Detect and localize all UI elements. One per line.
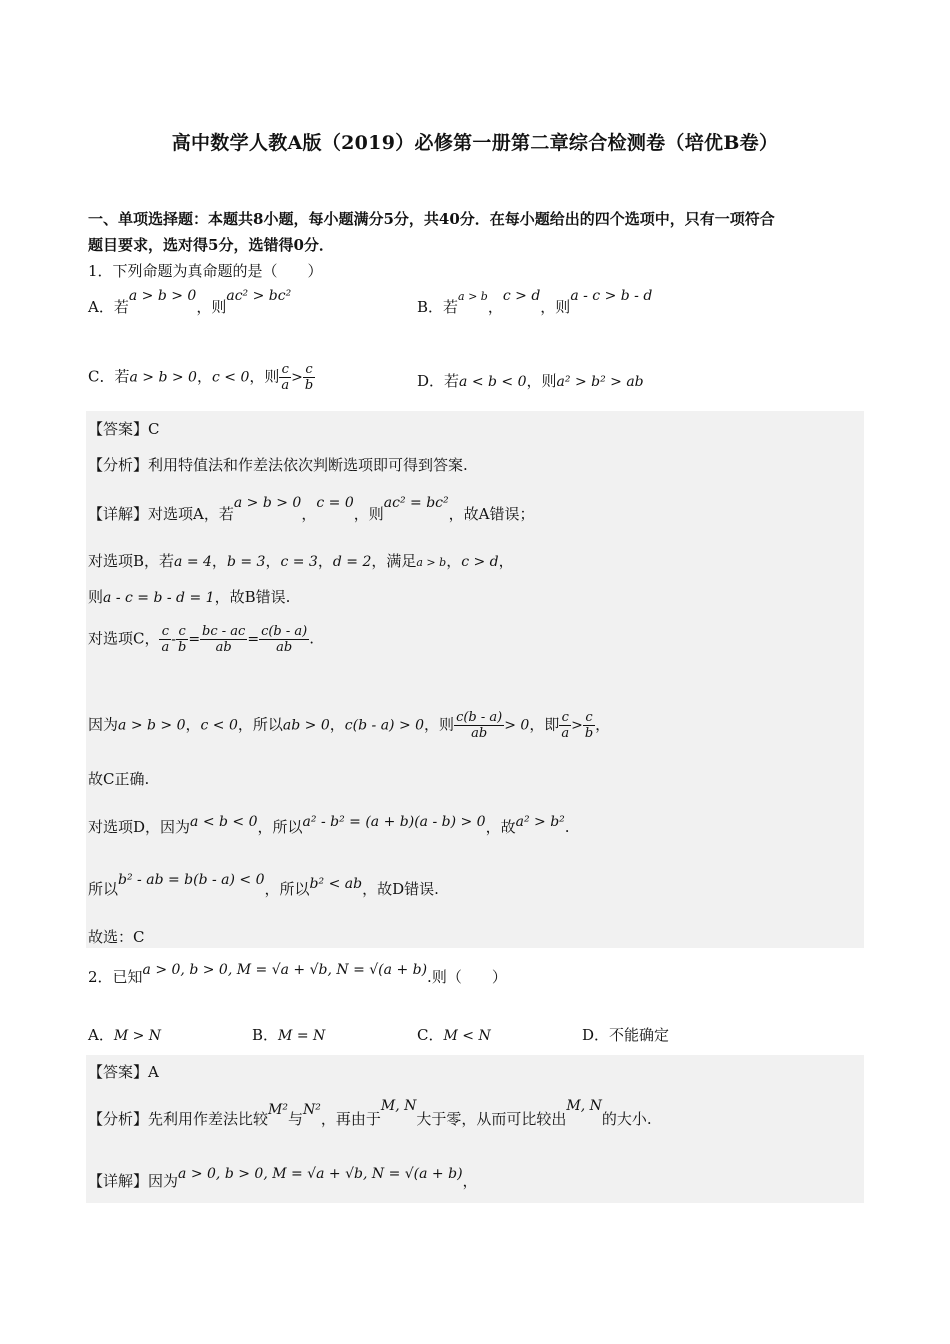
q1-detail-b2: 则a - c = b - d = 1，故B错误. <box>88 588 291 606</box>
q1-answer: 【答案】C <box>88 420 160 438</box>
q2-option-a: A．M > N <box>88 1026 162 1044</box>
q1-detail-d2: 所以b² - ab = b(b - a) < 0，所以b² < ab，故D错误. <box>88 872 439 898</box>
q1-option-a: A．若a > b > 0，则ac² > bc² <box>88 288 292 316</box>
q1-analysis: 【分析】利用特值法和作差法依次判断选项即可得到答案. <box>88 456 468 474</box>
q1-choice: 故选：C <box>88 928 145 946</box>
q1-option-b: B．若$^{a > b}$，c > d，则a - c > b - d <box>417 288 653 316</box>
section-instructions-line2: 题目要求，选对得5分，选错得0分． <box>88 236 334 254</box>
q1-detail-d: 对选项D，因为a < b < 0，所以a² - b² = (a + b)(a - b) > 0，故a² > b². <box>88 814 570 836</box>
q2-option-c: C．M < N <box>417 1026 491 1044</box>
q1-detail-c2: 因为a > b > 0，c < 0，所以ab > 0，c(b - a) > 0，则 $\frac{c(b - a)}{ab}$ > 0，即 $\frac{c}{a}$ > $\frac{c}{b}$ ， <box>88 710 611 741</box>
q1-detail-b: 对选项B，若a = 4，b = 3，c = 3，d = 2，满足a > b，c > d， <box>88 552 514 570</box>
q2-answer: 【答案】A <box>88 1063 159 1081</box>
section-instructions-line1: 一、单项选择题：本题共8小题，每小题满分5分，共40分．在每小题给出的四个选项中，只有一项符合 <box>88 210 775 228</box>
q1-option-d: D．若a < b < 0，则a² > b² > ab <box>417 372 644 390</box>
q1-detail-c3: 故C正确. <box>88 770 150 788</box>
q2-detail: 【详解】因为a > 0, b > 0, M = √a + √b, N = √(a + b)， <box>88 1166 478 1190</box>
q1-detail-c: 对选项C， $\frac{c}{a}$ - $\frac{c}{b}$ = $\frac{bc - ac}{ab}$ = $\frac{c(b - a)}{ab}$ . <box>88 624 315 655</box>
q2-stem: 2．已知a > 0, b > 0, M = √a + √b, N = √(a + b).则（ ） <box>88 962 507 986</box>
q1-option-c: C．若a > b > 0，c < 0，则 $\frac{c}{a}$ > $\frac{c}{b}$ <box>88 362 314 393</box>
page-title: 高中数学人教A版（2019）必修第一册第二章综合检测卷（培优B卷） <box>171 132 779 154</box>
q2-option-d: D．不能确定 <box>582 1026 670 1044</box>
q1-stem: 1．下列命题为真命题的是（ ） <box>88 262 323 280</box>
q2-analysis: 【分析】先利用作差法比较M²与N²，再由于M, N大于零，从而可比较出M, N的大小. <box>88 1098 652 1128</box>
q2-option-b: B．M = N <box>252 1026 326 1044</box>
q1-detail-a: 【详解】对选项A，若a > b > 0，c = 0，则ac² = bc²，故A错误； <box>88 495 535 523</box>
q1-solution-panel <box>86 411 864 948</box>
